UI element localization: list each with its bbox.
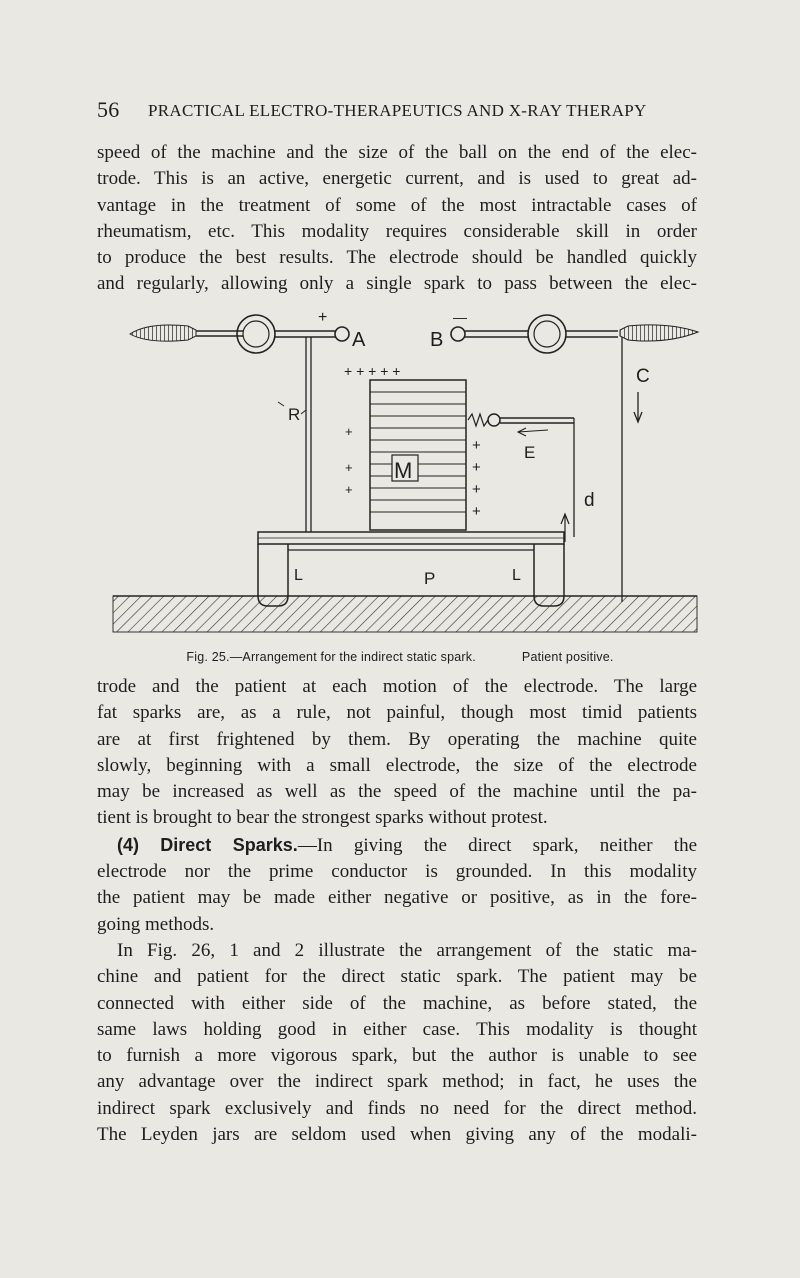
section-heading: Direct Sparks.: [160, 834, 298, 855]
caption-note: Patient positive.: [521, 650, 614, 664]
running-header: [97, 97, 707, 125]
section-text: —In giving the direct spark, neither the: [297, 834, 698, 856]
text-line: to produce the best results. The electrode should be handled quickly: [97, 247, 697, 269]
plus-sign: +: [472, 481, 481, 498]
text-line: trode. This is an active, energetic current, and is used to great ad-: [97, 168, 697, 190]
page-number: 56: [97, 97, 120, 122]
text-line: and regularly, allowing only a single spark to pass between the elec-: [97, 273, 697, 295]
text-line: vantage in the treatment of some of the most intractable cases of: [97, 194, 697, 216]
label-l-left: L: [294, 567, 303, 584]
ball-a: [335, 327, 349, 341]
right-ring-insulator: [528, 315, 566, 353]
text-line: The Leyden jars are seldom used when giving any of the modali-: [97, 1124, 697, 1146]
text-line: slowly, beginning with a small electrode, the size of the electrode: [97, 754, 697, 776]
text-line: the patient may be made either negative or positive, as in the fore-: [97, 887, 697, 909]
text-line: may be increased as well as the speed of the machine until the pa-: [97, 781, 697, 803]
text-line: are at first frightened by them. By operating the machine quite: [97, 728, 697, 750]
right-electrode-handle: [620, 325, 698, 341]
figure-caption: [0, 650, 800, 664]
label-r: R: [288, 405, 301, 424]
label-p: P: [424, 569, 436, 588]
text-line: electrode nor the prime conductor is grounded. In this modality: [97, 861, 697, 883]
left-ring-insulator: [237, 315, 275, 353]
label-d: d: [584, 490, 595, 511]
section-number: (4): [117, 834, 139, 855]
plus-sign: +: [345, 460, 353, 475]
text-line: rheumatism, etc. This modality requires considerable skill in order: [97, 220, 697, 242]
text-line: trode and the patient at each motion of the electrode. The large: [97, 676, 697, 697]
minus-sign: —: [453, 312, 467, 325]
text-line: tient is brought to bear the strongest sparks without protest.: [97, 807, 548, 829]
text-line: fat sparks are, as a rule, not painful, though most timid patients: [97, 702, 697, 724]
spark-zigzag: [468, 414, 488, 426]
plus-sign: +: [472, 437, 481, 454]
text-line: to furnish a more vigorous spark, but the author is unable to see: [97, 1045, 697, 1067]
figure-25: [108, 312, 702, 642]
plus-row: + + + + +: [344, 363, 401, 379]
plus-sign: +: [318, 312, 328, 326]
left-electrode-handle: [130, 325, 243, 341]
text-line: any advantage over the indirect spark method; in fact, he uses the: [97, 1071, 697, 1093]
arrow-c: [634, 392, 642, 422]
text-line: chine and patient for the direct static spark. The patient may be: [97, 966, 697, 988]
running-title: PRACTICAL ELECTRO-THERAPEUTICS AND X-RAY THERAPY: [148, 101, 647, 120]
label-m: M: [394, 458, 413, 483]
text-line: connected with either side of the machine, as before stated, the: [97, 992, 697, 1014]
label-a: A: [352, 329, 366, 351]
label-b: B: [430, 329, 444, 351]
plus-sign: +: [472, 503, 481, 520]
caption-label: Fig. 25.—Arrangement for the indirect static spark.: [186, 650, 476, 664]
text-line: speed of the machine and the size of the ball on the end of the elec-: [97, 142, 697, 163]
arrow-e: [518, 428, 548, 436]
electrode-e-ball: [488, 414, 500, 426]
label-c: C: [636, 366, 650, 387]
figure-25-illustration: [108, 312, 702, 642]
plus-sign: +: [345, 482, 353, 497]
section-heading-line: [97, 832, 697, 859]
paragraph-1: [97, 140, 697, 298]
body-text-continued: [97, 674, 697, 1148]
text-line: In Fig. 26, 1 and 2 illustrate the arrangement of the static ma-: [117, 939, 697, 961]
plus-sign: +: [345, 424, 353, 439]
ball-b: [451, 327, 465, 341]
plus-sign: +: [472, 459, 481, 476]
label-e: E: [524, 443, 536, 462]
text-line: indirect spark exclusively and finds no need for the direct method.: [97, 1097, 697, 1119]
floor-hatching: [113, 596, 697, 632]
text-line: same laws holding good in either case. This modality is thought: [97, 1018, 697, 1040]
label-l-right: L: [512, 567, 521, 584]
text-line: going methods.: [97, 913, 215, 935]
